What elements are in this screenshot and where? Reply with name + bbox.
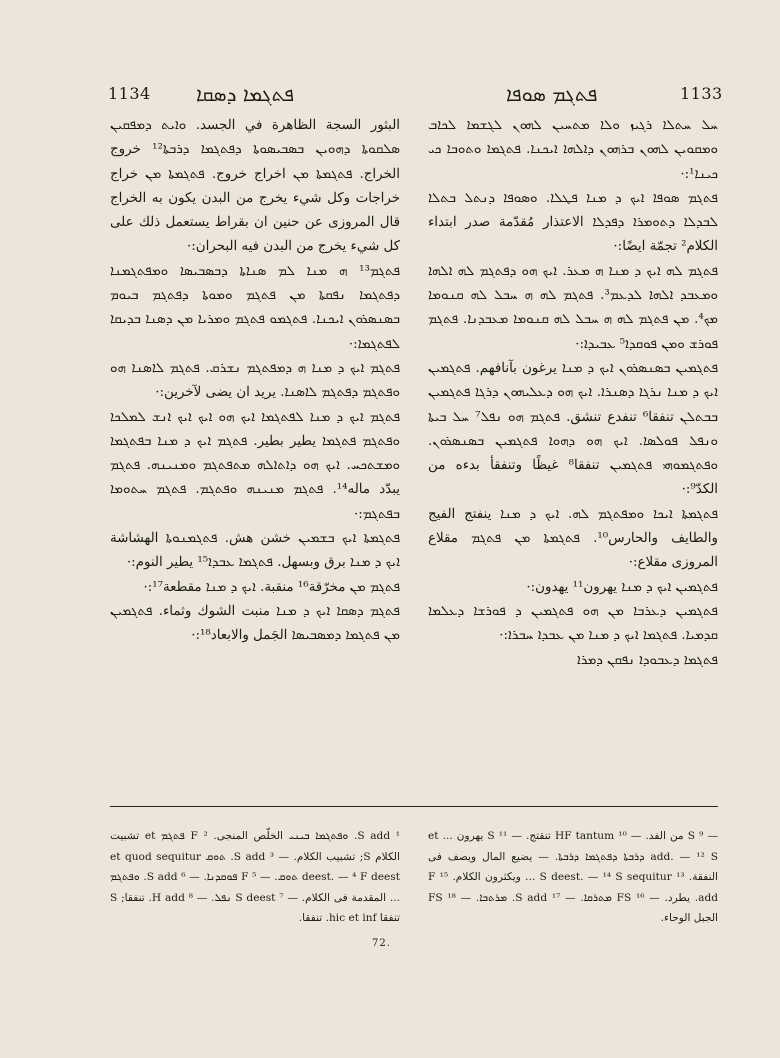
right-text-column [428,114,718,673]
entry-paragraph: البثور السجة الظاهرة في الجسد. ܘܐܝܬ ܕܡܦܩܝܢ ܣܠܩܘܬܐ ܕܗܘܝܢ ܒܣܒܝܣܘܬܐ ܕܦܬܓܡܐ ܕܪܒܬܐ¹² خروج الخراج. ܦܬܓܡܬܐ ܡܢ اخراج خروج. ܦܬܓܡܬܐ ܡܢ خراج خراجات وكل شيء يخرج من البدن يكون به الخراج قال المروزى عن حنين ان بقراط يستعمل ذلك على كل شيء يخرج من البدن فيه البحران:· [110,118,400,255]
entry-paragraph: ܦܬܓܡ ܕܣܩܐ ܐܝܟ ܕ ܡܢܐ منبت الشوك وثماء. ܦܬܓܡܝܢ ܡܢ ܦܬܓܡܐ ܕܡܣܒܝܣܐ الجَمل والابعاد¹⁸:· [110,603,400,644]
entry-paragraph: ܦܬܓܡܝܢ ܐܝܟ ܕ ܡܢܐ يهرون¹¹ يهدون:· [526,579,718,595]
entry-paragraph: ܦܬܓܡ ܠܗ ܐܝܟ ܕ ܡܢܐ ܗ ܡܥܪ. ܐܝܟ ܗܘ ܕܦܬܓܡ ܠܗ ܐܠܗܐ ܘܡܥܒܕ ܐܠܗܐ ܠܕܥܡ³. ܦܬܓܡ ܠܗ ܗ ܚܒܠ ܠܗ ܩܢܘܡܐ ܡܟ⁴. ܡܢ ܦܬܓܡ ܠܗ ܗ ܚܒܠ ܠܗ ܩܢܘܡܐ ܡܥܒܕܢܐ. ܦܬܓܡ ܦܘܪܫ ܘܡܢ ܦܘܩܕܐ⁵ ܥܒܝܕܐ:· [428,263,718,352]
entry-paragraph: ܦܬܓܡ ܐܝܟ ܕ ܡܢܐ ܗ ܕܡܦܬܓܡ ܢܫܪܩ. ܦܬܓܡ ܠܐܣܢܐ ܗܘ ܘܦܬܓܡ ܕܦܬܓܡ ܠܐܣܢܐ. يريد ان يضى لآخرين:· [110,360,400,401]
entry-paragraph: ܦܬܓܡ ܣܘܦܐ ܐܝܟ ܕ ܡܢܐ ܦܛܠܐ. ܘܣܘܦܐ ܕܢܬܠ ܒܬܠܐ ܠܒܕܠܐ ܕܬܘܡܪܐ ܕܦܕܠܐ الاعتذار مُقدّمة صدر ابتداء الكلام² تجمّة ايضًا:· [428,190,718,255]
right-running-title: ܦܬܓܡ ܣܘܦܐ [506,82,598,106]
entry-paragraph: ܚܠ ܚܬܠܐ ܪܓܝܙ ܘܠܐ ܡܬܚܝܢ ܠܗܘܢ ܠܓܫܡܐ ܠܟܐܒ ܘܡܩܘܝܢ ܠܗܘܢ ܒܪܗܘܢ ܕܐܠܗܐ ܐܝܟܢܐ. ܦܬܓܡܐ ܘܬܘܒܐ ܟܝ ܟܝܢܐ¹:· [428,118,718,182]
entry-paragraph: ܦܬܓܡܬܐ ܐܝܟܐ ܘܡܦܬܓܡ ܠܗ. ܐܝܟ ܕ ܡܢܐ ينفتج الفيج والطايف والحارس¹⁰. ܦܬܓܡܬܐ ܡܢ ܦܬܓܡ مقلاع المروزى مقلاع:· [428,506,718,571]
right-page-number: 1133 [680,84,723,103]
entry-paragraph: ܦܬܓܡܝܢ ܒܣܢܣܪܘܢ ܐܝܟ ܕ ܡܢܐ يرغون بآنافهم. ܦܬܓܡܝܢ ܐܝܟ ܕ ܡܢܐ ܢܪܓܐ ܕܣܢܪܐ. ܐܝܟ ܗܘ ܕܥܠܝܗܘܢ ܕܪܓܐ ܦܬܓܡܝܢ ܒܒܬܠܢ تنفقا⁶ تنفدع تنشق. ܦܬܓܡ ܗܘ ܢܦܠ⁷ ܚܠ ܒܝܬܐ ܘܢܦܠ ܦܘܠܣܐ. ܐܝܟ ܗܘ ܕܗܘܐ ܦܬܓܡܝܢ ܒܣܢܣܪܘܢ. ܘܦܬܓܡܘܗܝ ܦܬܓܡܝܢ تنفقا⁸ غيظًا وتنفقأ بدءه من الكدّ⁹:· [428,360,718,498]
entry-paragraph: ܦܬܓܡܬܐ ܐܝܟ ܒܫܡܝܢ خشن هش. ܦܬܓܡܢܘܬܐ الهشاشة ܐܝܟ ܕ ܡܢܐ برق وبسهل. ܦܬܓܡܐ ܥܒܕܐ¹⁵ يطير النوم:· [110,531,400,571]
footnotes-left: ¹ S add. ܘܦܬܓܡܐ ܒܝܢܝ الخلّص المنجى. ² F ܦܬܓܡ et تشبيت الكلام S; تشبيب الكلام. — ³ S add. ܬܘܩ et quod sequitur deest. — ⁴ F deest ܬܘܩ. — ⁵ F ܦܘܩܕܢܐ. — ⁶ S add. ܘܦܬܓܡ ... المقدمة فى الكلام. — ⁷ S deest ܢܦܠ. — ⁸ H add. تنفقا; S تنفقا hic et inf. تنفقا. [110,830,401,924]
left-text-column [110,114,400,649]
footnote-divider [110,806,718,807]
left-page-number: 1134 [108,84,151,103]
entry-paragraph: ܦܬܓܡ ܐܝܟ ܕ ܡܢܐ ܠܦܬܓܡܐ ܐܝܟ ܗܘ ܐܝܟ ܐܝܟ ܐܢܫ ܠܡܠܟܐ ܘܦܬܓܡ ܦܬܓܡܐ يطير بطير. ܦܬܓܡ ܐܝܟ ܕ ܡܢܐ ܒܦܬܓܡܐ ܘܡܫܬܟܚ. ܐܝܟ ܗܘ ܕܐܬܐܠܗ ܡܬܦܬܓܡ ܘܡܢܝܢܗ. ܦܬܓܡ يبدّد ماله¹⁴. ܦܬܓܡ ܡܢܝܢܗ ܘܦܬܓܡ. ܦܬܓܡ ܚܬܘܡܐ ܒܦܬܓܡ:· [110,409,400,522]
printer-signature: 72. [372,938,391,949]
left-running-title: ܦܬܓܡܐ ܕܣܩܐ [196,82,295,106]
entry-paragraph: ܦܬܓܡ¹³ ܗ ܡܢܐ ܠܡ ܣܢܐܬܐ ܕܒܣܒܝܣܐ ܘܡܦܬܓܡܢܐ ܕܦܬܓܡܐ ܢܦܩܬܐ ܡܢ ܦܬܓܡ ܘܡܘܬܐ ܕܦܬܓܡ ܒܝܘܡ ܒܣܢܣܪܘܢ ܐܝܟܢܐ. ܦܬܓܡܘ ܦܬܓܡ ܘܡܪܝܐ ܡܢ ܕܣܢܐ ܒܕܝܩܐ ܠܦܬܓܡܐ:· [110,263,400,352]
entry-paragraph: ܦܬܓܡܝܢ ܕܥܪܒܐ ܡܢ ܗܘ ܦܬܓܡܝܢ ܕ ܦܘܪܫܐ ܕܥܠܡܐ ܩܕܡܝܐ. ܦܬܓܡܐ ܐܝܟ ܕ ܡܢܐ ܡܢ ܥܒܕܐ ܚܒܪܐ:· [428,603,718,644]
footnotes-right: — ⁹ S من الفد. — ¹⁰ HF tantum تنقتج. — ¹¹ S يهرون et ... add. — ¹² S ܕܪܒܬܐ ܕܦܬܓܡܐ ܕܪܒܬܐ. — يضيع المال ويصف فى النفقة. ¹³ S deest. — ¹⁴ S sequitur ... ويكثرون الكلام. ¹⁵ F add. يطرد. — ¹⁶ FS ܡܬܪܩܐ. — ¹⁷ S add. ܡܪܬܒܐ. — ¹⁸ FS الجبل الوحاء. [428,830,719,924]
entry-paragraph: ܦܬܓܡ ܡܢ مخرّقة¹⁶ منقبة. ܐܝܟ ܕ ܡܢܐ مقطعة¹⁷:· [143,579,400,595]
running-header [108,82,728,112]
entry-paragraph: ܦܬܓܡܐ ܕܥܒܘܕܐ ܢܦܩܢ ܕܡܪܐ [576,652,718,668]
